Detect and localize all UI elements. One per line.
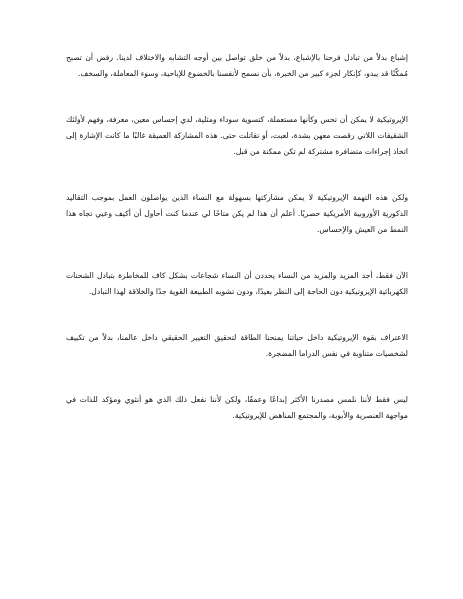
paragraph-3: ولكن هذه التهمة الإيروتيكية لا يمكن مشاركتها بسهولة مع النساء الذين يواصلون العمل بموجب التقاليد الذكورية الأوروبية الأمريكية حصريًا. أعلم أن هذا لم يكن متاحًا لي عندما كنت أحاول أن أكيف وعيي تجاه هذا النمط من العيش والإحساس. [66, 193, 408, 234]
paragraph-1: إشباع بدلاً من تبادل فرحنا بالإشباع، بدلاً من خلق تواصل بين أوجه التشابه والاختلاف لدينا. رفض أن تصبح مُمكّنًا قد يبدو، كإنكار لجزء كبير من الخبرة، بأن نسمح لأنفسنا بالخضوع للإباحية، وسوء المعاملة، والسخف. [66, 53, 408, 78]
paragraph-6: ليس فقط لأننا نلمس مصدرنا الأكثر إبداعًا وعمقًا، ولكن لأننا نفعل ذلك الذي هو أنثوي ومؤكد للذات في مواجهة العنصرية والأبوية، والمجتمع المناهض للإيروتيكية. [66, 395, 408, 420]
paragraph-2: الإيروتيكية لا يمكن أن تحس وكأنها مستعملة، كتسوية سوداء ومثلية، لدي إحساس معين، معرفة، وفهم لأولئك الشقيقات اللاتي رقصت معهن بشدة، لعبت، أو تقاتلت حتى. هذه المشاركة العميقة غالبًا ما كانت الإشارة إلى اتخاذ إجراءات متضافرة مشتركة لم تكن ممكنة من قبل. [66, 115, 408, 156]
paragraph-4: الآن فقط، أجد المزيد والمزيد من النساء يحددن أن النساء شجاعات بشكل كاف للمخاطرة بتبادل الشحنات الكهربائية الإيروتيكية دون الحاجة إلى النظر بعيدًا، ودون تشويه الطبيعة القوية جدًا والخلاقة لهذا التبادل. [66, 271, 408, 296]
document-body [66, 50, 408, 454]
paragraph-5: الاعتراف بقوة الإيروتيكية داخل حياتنا يمنحنا الطاقة لتحقيق التغيير الحقيقي داخل عالمنا، بدلاً من تكييف لشخصيات متناوبة في نفس الدراما المضجرة. [66, 333, 408, 358]
